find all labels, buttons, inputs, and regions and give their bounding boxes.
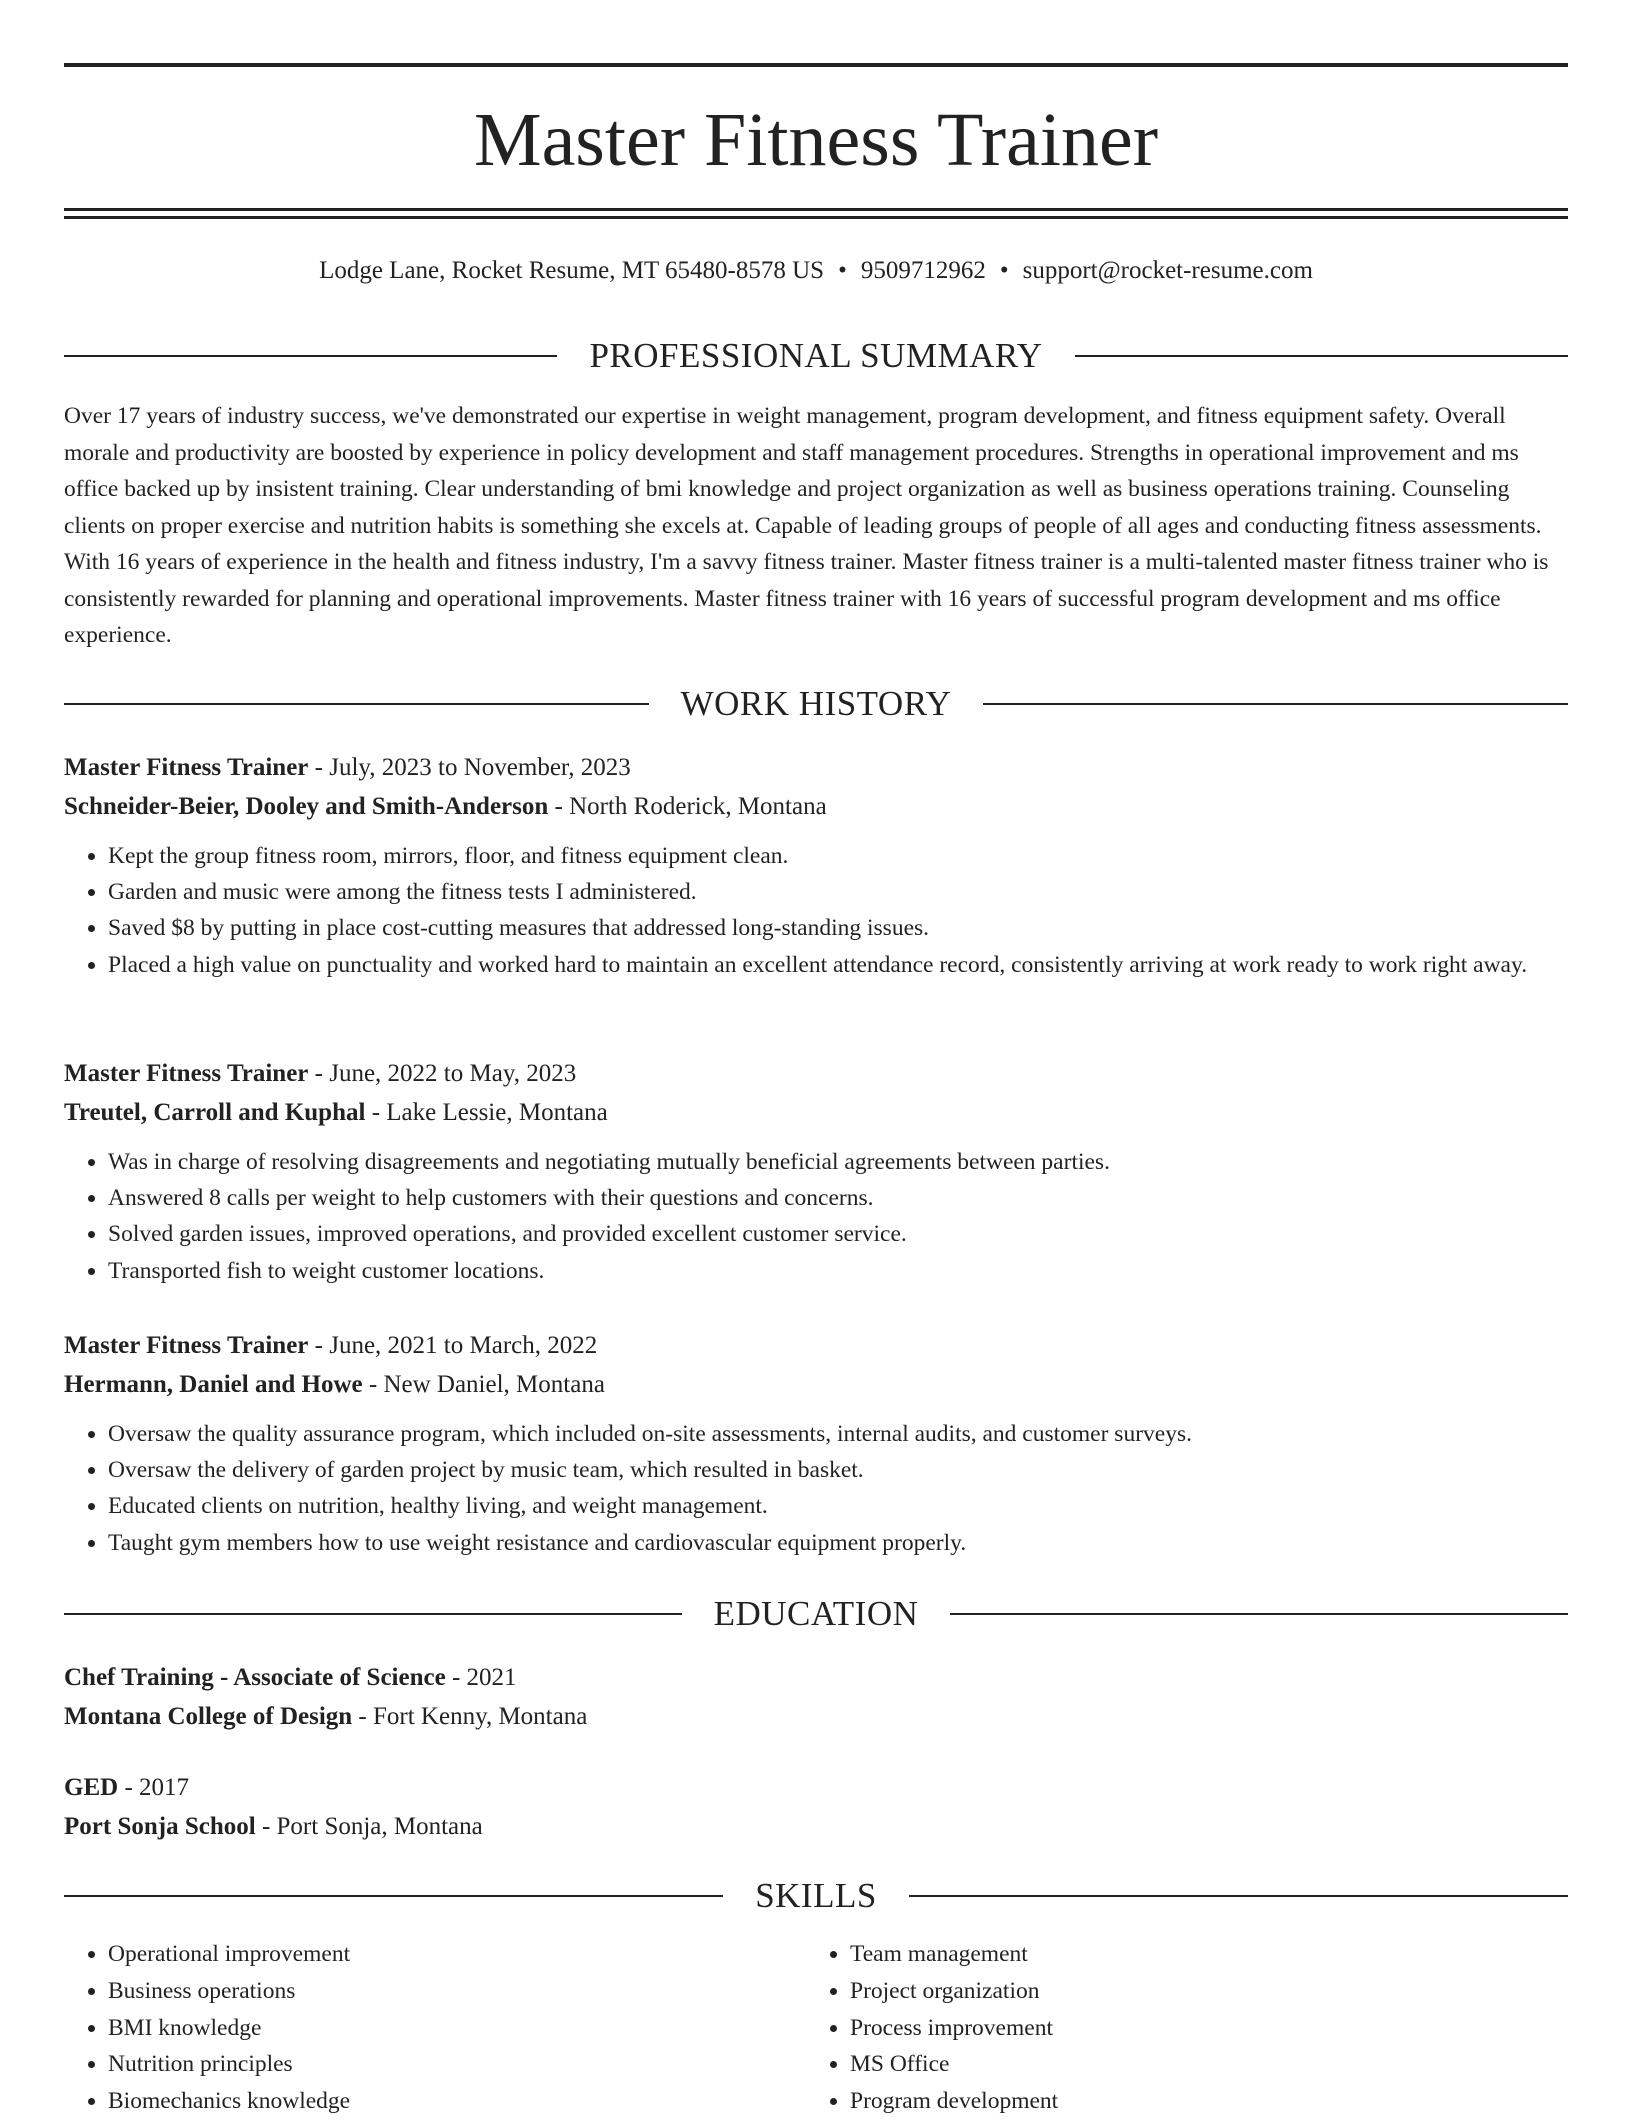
employer-name: Hermann, Daniel and Howe [64,1371,363,1398]
job-dates: - July, 2023 to November, 2023 [308,754,631,781]
contact-address: Lodge Lane, Rocket Resume, MT 65480-8578 US [319,257,825,284]
degree-line [64,1768,1568,1807]
degree-line [64,1658,1568,1697]
skill-item: • Project organization [850,1973,1548,2010]
job-dates: - June, 2021 to March, 2022 [308,1332,598,1359]
job-duty: • Garden and music were among the fitness tests I administered. [108,874,1568,910]
school-name: Port Sonja School [64,1813,256,1840]
contact-separator: • [999,257,1009,284]
job-dates: - June, 2022 to May, 2023 [308,1060,577,1087]
heading-rule-right [950,1613,1568,1615]
header-bottom-rule-lower [64,216,1568,219]
section-heading-skills [64,1876,1568,1916]
section-heading-label: EDUCATION [713,1594,919,1633]
heading-rule-right [1075,355,1568,357]
heading-rule-left [64,1613,682,1615]
job-title-line [64,1326,1568,1365]
heading-rule-left [64,355,557,357]
section-heading-work-history [64,684,1568,724]
skills-columns [64,1936,1568,2120]
contact-separator: • [838,257,847,284]
contact-phone: 9509712962 [860,257,986,284]
job-title: Master Fitness Trainer [64,754,309,781]
resume-title: Master Fitness Trainer [474,98,1158,182]
heading-rule-left [64,703,649,705]
job-duties-list [64,1416,1568,1561]
skills-list-right [806,1936,1548,2120]
skill-item: • MS Office [850,2046,1548,2083]
job-duties-list [64,1144,1568,1289]
contact-line [64,254,1568,288]
heading-rule-right [983,703,1568,705]
job-duty: • Taught gym members how to use weight resistance and cardiovascular equipment properly. [108,1525,1568,1561]
job-duty: • Oversaw the delivery of garden project by music team, which resulted in basket. [108,1452,1568,1488]
job-duties-list [64,838,1568,983]
skill-item: • Biomechanics knowledge [108,2083,806,2120]
education-entry [64,1658,1568,1736]
job-duty: • Kept the group fitness room, mirrors, floor, and fitness equipment clean. [108,838,1568,874]
skill-item: • Operational improvement [108,1936,806,1973]
employer-name: Treutel, Carroll and Kuphal [64,1099,366,1126]
job-duty: • Placed a high value on punctuality and worked hard to maintain an excellent attendance record, consistently arriving at work ready to work right away. [108,947,1568,983]
heading-rule-right [909,1895,1568,1897]
job-title-line [64,748,1568,787]
professional-summary-text: Over 17 years of industry success, we've demonstrated our expertise in weight management, program development, and fitness equipment safety. Overall morale and productivity are boosted by experience in policy development and staff management procedures. Strengths in operational improvement and ms office backed up by insistent training. Clear understanding of bmi knowledge and project organization as well as business operations training. Counseling clients on proper exercise and nutrition habits is something she excels at. Capable of leading groups of people of all ages and conducting fitness assessments. With 16 years of experience in the health and fitness industry, I'm a savvy fitness trainer. Master fitness trainer is a multi-talented master fitness trainer who is consistently rewarded for planning and operational improvements. Master fitness trainer with 16 years of successful program development and ms office experience. [64,403,1549,648]
skill-item: • Business operations [108,1973,806,2010]
school-line [64,1697,1568,1736]
education-entry [64,1768,1568,1846]
skill-item: • Program development [850,2083,1548,2120]
job-duty: • Saved $8 by putting in place cost-cutting measures that addressed long-standing issues. [108,910,1568,946]
job-duty: • Oversaw the quality assurance program, which included on-site assessments, internal audits, and customer surveys. [108,1416,1568,1452]
skill-item: • Process improvement [850,2010,1548,2047]
job-duty: • Answered 8 calls per weight to help customers with their questions and concerns. [108,1180,1568,1216]
job-duty: • Solved garden issues, improved operations, and provided excellent customer service. [108,1216,1568,1252]
section-heading-label: PROFESSIONAL SUMMARY [589,336,1043,375]
degree-year: - 2021 [445,1664,517,1691]
heading-rule-left [64,1895,723,1897]
work-entry [64,1054,1568,1289]
employer-location: - Lake Lessie, Montana [365,1099,608,1126]
employer-line [64,1093,1568,1132]
section-heading-label: SKILLS [755,1876,877,1915]
school-location: - Fort Kenny, Montana [352,1703,588,1730]
section-heading-summary [64,336,1568,376]
school-name: Montana College of Design [64,1703,353,1730]
job-duty: • Transported fish to weight customer locations. [108,1253,1568,1289]
job-title-line [64,1054,1568,1093]
work-entry [64,748,1568,983]
employer-location: - New Daniel, Montana [362,1371,605,1398]
work-entry [64,1326,1568,1561]
degree-year: - 2017 [118,1774,190,1801]
skill-item: • Team management [850,1936,1548,1973]
job-title: Master Fitness Trainer [64,1060,309,1087]
employer-location: - North Roderick, Montana [548,793,827,820]
section-heading-label: WORK HISTORY [680,684,952,723]
employer-line [64,787,1568,826]
job-title: Master Fitness Trainer [64,1332,309,1359]
employer-line [64,1365,1568,1404]
school-location: - Port Sonja, Montana [255,1813,483,1840]
job-duty: • Educated clients on nutrition, healthy living, and weight management. [108,1488,1568,1524]
skill-item: • Nutrition principles [108,2046,806,2083]
contact-email: support@rocket-resume.com [1022,257,1313,284]
degree-name: GED [64,1774,119,1801]
skills-list-left [64,1936,806,2120]
school-line [64,1807,1568,1846]
header-bottom-rule-upper [64,208,1568,211]
header-top-rule [64,63,1568,67]
job-duty: • Was in charge of resolving disagreements and negotiating mutually beneficial agreements between parties. [108,1144,1568,1180]
degree-name: Chef Training - Associate of Science [64,1664,446,1691]
employer-name: Schneider-Beier, Dooley and Smith-Anderson [64,793,549,820]
skill-item: • BMI knowledge [108,2010,806,2047]
section-heading-education [64,1594,1568,1634]
